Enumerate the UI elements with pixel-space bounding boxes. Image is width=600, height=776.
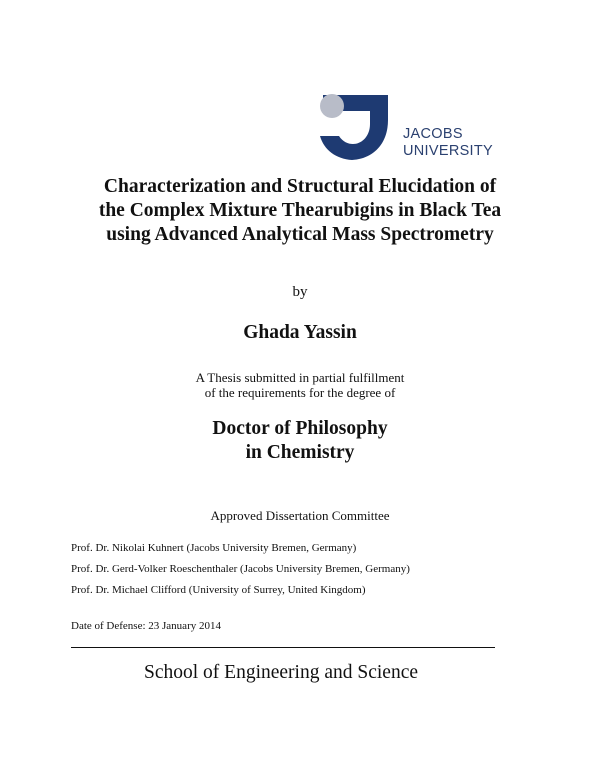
- title-line-2: the Complex Mixture Thearubigins in Black Tea: [98, 200, 502, 221]
- by-label: by: [292, 284, 308, 300]
- logo-wordmark: [403, 126, 493, 160]
- university-logo: [318, 92, 508, 164]
- jacobs-shield-icon: [318, 92, 390, 164]
- submission-statement: [0, 370, 600, 400]
- defense-date: Date of Defense: 23 January 2014: [71, 620, 221, 632]
- committee-member: Prof. Dr. Gerd-Volker Roeschenthaler (Jacobs University Bremen, Germany): [71, 563, 410, 575]
- title-line-3: using Advanced Analytical Mass Spectrometry: [106, 224, 494, 245]
- committee-member: Prof. Dr. Nikolai Kuhnert (Jacobs University Bremen, Germany): [71, 542, 357, 554]
- school-name: School of Engineering and Science: [144, 662, 418, 683]
- title-line-1: Characterization and Structural Elucidation of: [103, 176, 497, 197]
- logo-line-1: JACOBS: [403, 126, 463, 142]
- degree-line-2: in Chemistry: [245, 442, 355, 463]
- committee-heading: Approved Dissertation Committee: [210, 508, 390, 523]
- committee-list: [71, 538, 410, 601]
- author-name: Ghada Yassin: [243, 322, 357, 343]
- logo-line-2: UNIVERSITY: [403, 143, 494, 159]
- thesis-title: [0, 175, 600, 247]
- logo-circle: [320, 94, 344, 118]
- committee-member: Prof. Dr. Michael Clifford (University of Surrey, United Kingdom): [71, 584, 366, 596]
- degree-line-1: Doctor of Philosophy: [212, 418, 388, 439]
- submission-line-1: A Thesis submitted in partial fulfillment: [195, 370, 405, 385]
- divider-line: [71, 647, 495, 648]
- degree-title: [0, 417, 600, 465]
- submission-line-2: of the requirements for the degree of: [204, 385, 396, 400]
